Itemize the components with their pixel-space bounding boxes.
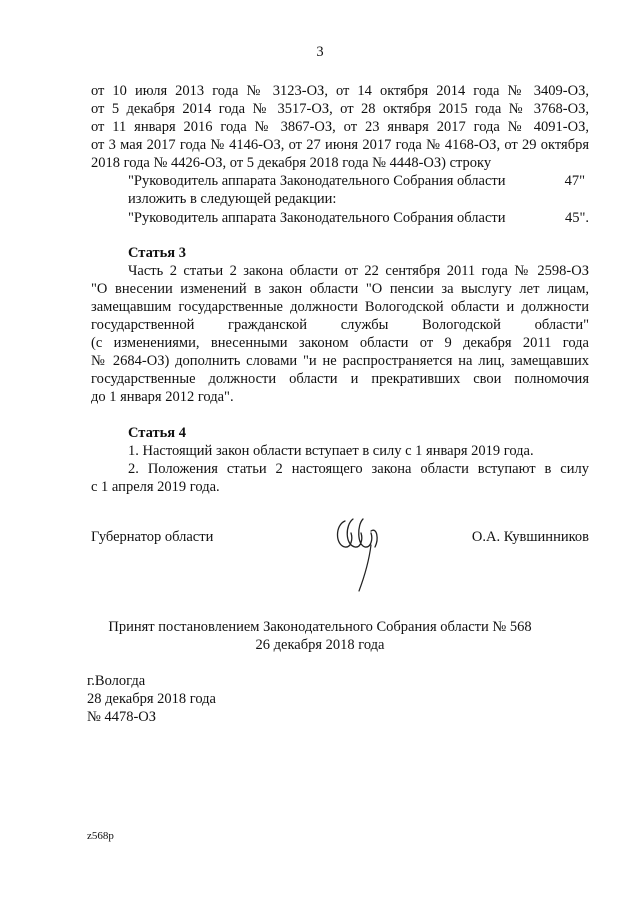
law-number: № 4478-ОЗ (87, 709, 157, 725)
article4-heading: Статья 4 (128, 425, 186, 441)
article3-line: "О внесении изменений в закон области "О пенсии за выслугу лет лицам, (91, 281, 589, 297)
article4-line: с 1 апреля 2019 года. (91, 479, 220, 495)
article3-line: № 2684-ОЗ) дополнить словами "и не распространяется на лиц, замещавших (91, 353, 589, 369)
new-row-text: "Руководитель аппарата Законодательного Собрания области (128, 210, 506, 226)
signer-title: Губернатор области (91, 529, 214, 545)
intro-line: от 10 июля 2013 года № 3123-ОЗ, от 14 октября 2014 года № 3409-ОЗ, (91, 83, 589, 99)
article4-line: 1. Настоящий закон области вступает в силу с 1 января 2019 года. (128, 443, 534, 459)
page-number: 3 (316, 44, 324, 60)
article3-line: государственной гражданской службы Вологодской области" (91, 317, 589, 333)
document-code: z568p (87, 830, 114, 842)
article3-line: Часть 2 статьи 2 закона области от 22 сентября 2011 года № 2598-ОЗ (128, 263, 589, 279)
place-city: г.Вологда (87, 673, 146, 689)
edit-phrase: изложить в следующей редакции: (128, 191, 337, 207)
handwritten-signature-icon (331, 511, 391, 595)
new-row-number: 45". (564, 210, 589, 226)
old-row-text: "Руководитель аппарата Законодательного Собрания области (128, 173, 506, 189)
article4-line: 2. Положения статьи 2 настоящего закона области вступают в силу (128, 461, 589, 477)
intro-line: 2018 года № 4426-ОЗ, от 5 декабря 2018 года № 4448-ОЗ) строку (91, 155, 492, 171)
article3-heading: Статья 3 (128, 245, 186, 261)
new-table-row (128, 210, 589, 228)
intro-line: от 3 мая 2017 года № 4146-ОЗ, от 27 июня 2017 года № 4168-ОЗ, от 29 октября (91, 137, 589, 153)
article3-line: (с изменениями, внесенными законом области от 9 декабря 2011 года (91, 335, 589, 351)
old-row-number: 47" (564, 173, 585, 189)
intro-line: от 5 декабря 2014 года № 3517-ОЗ, от 28 октября 2015 года № 3768-ОЗ, (91, 101, 589, 117)
signer-name: О.А. Кувшинников (471, 529, 589, 545)
old-table-row (128, 173, 585, 191)
intro-line: от 11 января 2016 года № 3867-ОЗ, от 23 января 2017 года № 4091-ОЗ, (91, 119, 589, 135)
article3-line: замещавшим государственные должности Вологодской области и должности (91, 299, 589, 315)
adoption-line: Принят постановлением Законодательного Собрания области № 568 (108, 619, 532, 635)
adoption-date: 26 декабря 2018 года (255, 637, 385, 653)
article3-line: государственные должности области и прекративших свои полномочия (91, 371, 589, 387)
article3-line: до 1 января 2012 года". (91, 389, 234, 405)
place-date: 28 декабря 2018 года (87, 691, 216, 707)
